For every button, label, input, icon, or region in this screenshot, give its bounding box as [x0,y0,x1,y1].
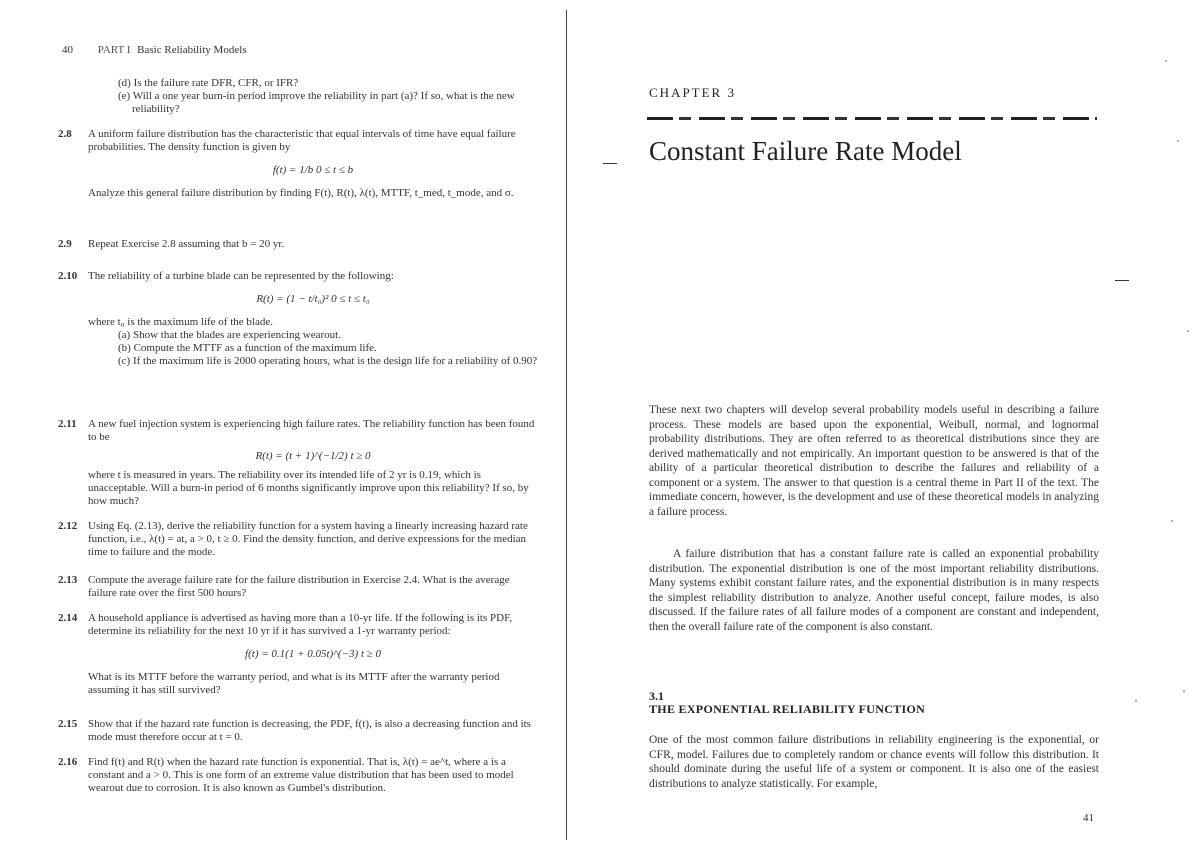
exercise-number: 2.15 [58,718,78,730]
exercise-after-text: What is its MTTF before the warranty period, and what is its MTTF after the warranty period assuming it has still survived? [88,671,500,696]
exercise-2-14 [58,612,538,697]
section-paragraph [649,733,1099,791]
exercise-number: 2.10 [58,270,78,282]
exercise-text: Compute the average failure rate for the failure distribution in Exercise 2.4. What is the average failure rate over the first 500 hours? [88,574,510,599]
exercise-2-16 [58,756,538,795]
paragraph-text: These next two chapters will develop several probability models useful in describing a failure process. These models are based upon the exponential, Weibull, normal, and lognormal probability distributions. They are often referred to as theoretical distributions since they are derived mathematically and not empirically. An important question to be answered is that of the ability of a particular theoretical distribution to describe the failures and reliability of a component or a system. The answer to that question is a central theme in Part II of the text. The immediate concern, however, is the development and use of these theoretical models in analyzing a failure process. [649,404,1099,518]
exercise-subitem: (a) Show that the blades are experiencing wearout. [118,329,341,341]
scan-speck [1187,330,1189,332]
running-head [62,44,247,56]
exercise-subitem: (b) Compute the MTTF as a function of the maximum life. [118,342,377,354]
exercise-number: 2.8 [58,128,72,140]
exercise-text: Show that if the hazard rate function is decreasing, the PDF, f(t), is also a decreasing function and its mode must therefore occur at t = 0. [88,718,531,743]
intro-paragraph-2 [649,547,1099,634]
exercise-number: 2.11 [58,418,77,430]
equation: f(t) = 1/b 0 ≤ t ≤ b [272,164,354,176]
section-title: THE EXPONENTIAL RELIABILITY FUNCTION [649,702,926,716]
paragraph-text: One of the most common failure distributions in reliability engineering is the exponential, or CFR, model. Failures due to completely random or chance events will follow this distribution. It should dominate during the useful life of a system or component. It is also one of the easiest distributions to analyze statistically. For example, [649,734,1099,790]
exercise-text: A new fuel injection system is experiencing high failure rates. The reliability function has been found to be [88,418,535,443]
exercise-2-12 [58,520,538,559]
chapter-rule [647,117,1097,120]
scan-speck [1135,700,1137,702]
exercise-2-11 [58,418,538,508]
equation: f(t) = 0.1(1 + 0.05t)^(−3) t ≥ 0 [245,648,381,660]
intro-paragraph-1 [649,403,1099,519]
right-page [575,0,1200,849]
exercise-text: Using Eq. (2.13), derive the reliability function for a system having a linearly increasing hazard rate function, i.e., λ(t) = at, a > 0, t ≥ 0. Find the density function, and derive expressions for the median time to failure and the mode. [88,520,528,558]
paragraph-text: A failure distribution that has a constant failure rate is called an exponential probability distribution. The exponential distribution is one of the most important reliability distributions. Many systems exhibit constant failure rates, and the exponential distribution is in many respects the simplest reliability distribution to analyze. Another useful concept, failure modes, is also discussed. If the failure rates of all failure modes of a component are constant and independent, then the overall failure rate of the component is also constant. [649,548,1099,633]
exercise-number: 2.13 [58,574,78,586]
exercise-2-9 [58,238,538,251]
scan-speck [1183,690,1185,692]
part-title: Basic Reliability Models [137,44,247,56]
exercise-text: Repeat Exercise 2.8 assuming that b = 20 yr. [88,238,285,250]
scan-speck [1171,520,1173,522]
margin-mark [1115,280,1129,281]
scan-speck [1165,60,1167,62]
section-number: 3.1 [649,689,664,703]
exercise-after-text: Analyze this general failure distribution by finding F(t), R(t), λ(t), MTTF, t_med, t_mode, and σ. [88,187,514,199]
right-page-number: 41 [1083,812,1094,824]
exercise-number: 2.9 [58,238,72,250]
exercise-text: A uniform failure distribution has the characteristic that equal intervals of time have equal failure probabilities. The density function is given by [88,128,516,153]
exercise-after-text: where t is measured in years. The reliability over its intended life of 2 yr is 0.19, which is unacceptable. Will a burn-in period of 6 months significantly improve upon this reliability? If so, by how much? [88,469,529,507]
exercise-subitem: (c) If the maximum life is 2000 operating hours, what is the design life for a reliability of 0.90? [118,355,538,367]
exercise-2-13 [58,574,538,600]
exercise-text: A household appliance is advertised as having more than a 10-yr life. If the following is its PDF, determine its reliability for the next 10 yr if it has survived a 1-yr warranty period: [88,612,513,637]
exercise-subitem: (e) Will a one year burn-in period improve the reliability in part (a)? If so, what is the new reliability? [118,90,515,115]
exercise-number: 2.14 [58,612,78,624]
exercise-subitem: (d) Is the failure rate DFR, CFR, or IFR? [118,77,299,89]
chapter-title: Constant Failure Rate Model [649,136,962,166]
exercise-text: Find f(t) and R(t) when the hazard rate function is exponential. That is, λ(t) = ae^t, where a is a constant and a > 0. This is one form of an extreme value distribution that has been used to model wearout due to corrosion. It is also known as Gumbel's distribution. [88,756,514,794]
exercise-2-7-continued [58,77,538,116]
exercise-2-15 [58,718,538,744]
equation: R(t) = (t + 1)^(−1/2) t ≥ 0 [255,450,371,462]
exercise-text: The reliability of a turbine blade can be represented by the following: [88,270,394,282]
exercise-2-10 [58,270,538,368]
scan-speck [1177,140,1179,142]
chapter-label: CHAPTER 3 [649,85,736,100]
margin-mark [603,163,617,164]
exercise-2-8 [58,128,538,200]
exercise-number: 2.16 [58,756,78,768]
exercise-line: where t₀ is the maximum life of the blade. [88,316,273,328]
exercise-number: 2.12 [58,520,78,532]
part-label: PART I [97,44,131,56]
left-page-number: 40 [62,44,73,56]
left-page [0,0,568,849]
equation: R(t) = (1 − t/t₀)² 0 ≤ t ≤ t₀ [256,293,370,305]
